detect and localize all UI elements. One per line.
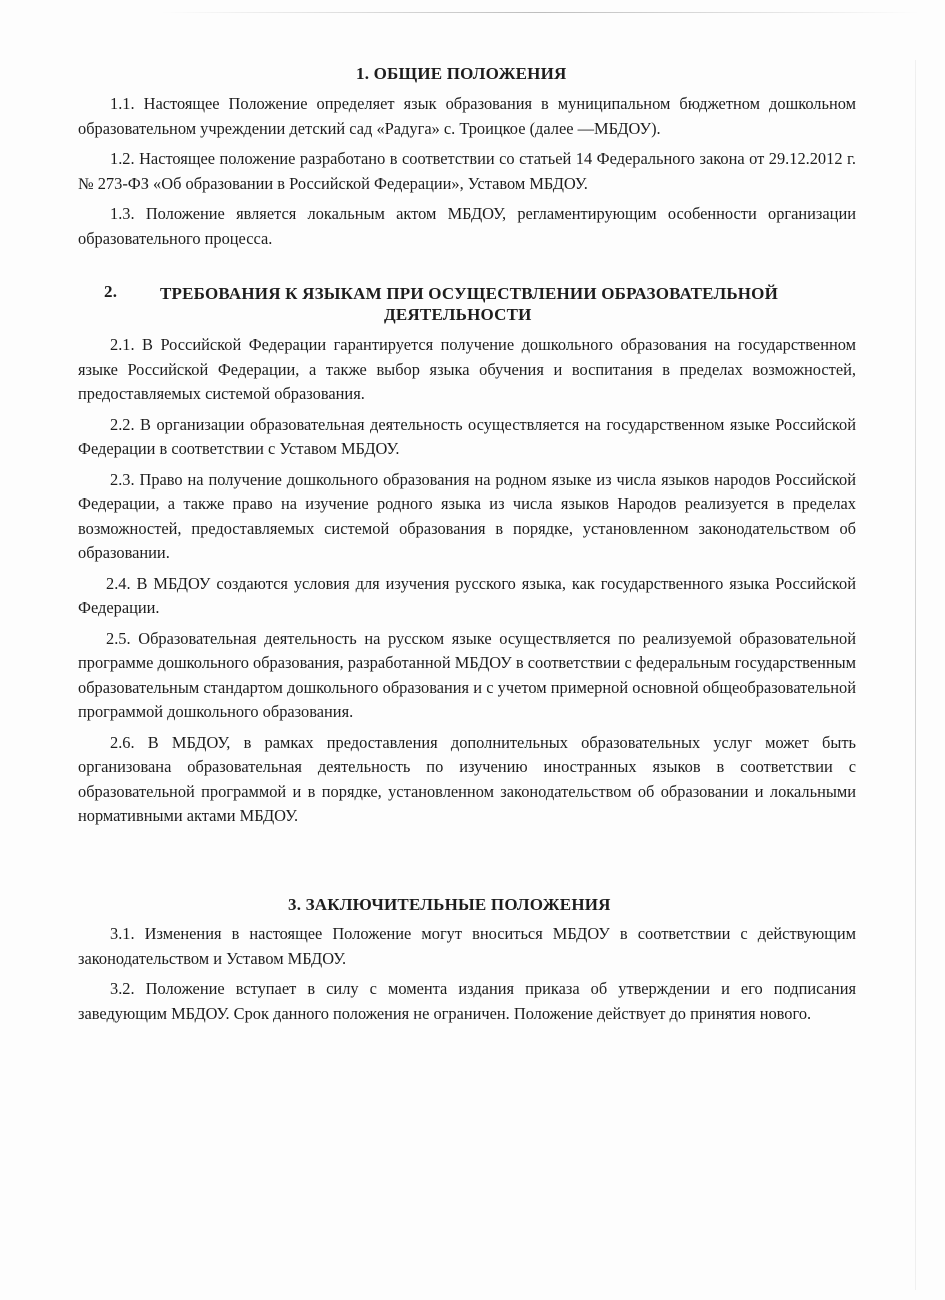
paragraph-2-4: 2.4. В МБДОУ создаются условия для изучения русского языка, как государственного языка Российской Федерации. [78,573,856,617]
paragraph-2-6: 2.6. В МБДОУ, в рамках предоставления дополнительных образовательных услуг может быть организована образовательная деятельность по изучению иностранных языков в соответствии с образовательной программой и в порядке, установленном законодательством об образовании и локальными нормативными актами МБДОУ. [78,732,856,825]
paragraph-1-2: 1.2. Настоящее положение разработано в соответствии со статьей 14 Федерального закона от 29.12.2012 г. № 273-ФЗ «Об образовании в Российской Федерации», Уставом МБДОУ. [78,149,856,193]
page-edge-right [915,60,916,1290]
section-1-body [78,92,856,251]
section-3-body [78,922,856,1026]
paragraph-3-1: 3.1. Изменения в настоящее Положение могут вноситься МБДОУ в соответствии с действующим законодательством и Уставом МБДОУ. [78,924,856,968]
paragraph-3-2: 3.2. Положение вступает в силу с момента издания приказа об утверждении и его подписания заведующим МБДОУ. Срок данного положения не ограничен. Положение действует до принятия нового. [78,979,856,1023]
section-1-heading: 1. ОБЩИЕ ПОЛОЖЕНИЯ [356,64,567,83]
section-2-heading-line1: ТРЕБОВАНИЯ К ЯЗЫКАМ ПРИ ОСУЩЕСТВЛЕНИИ ОБРАЗОВАТЕЛЬНОЙ [160,284,779,303]
section-2-body [78,333,856,829]
paragraph-2-3: 2.3. Право на получение дошкольного образования на родном языке из числа языков народов Российской Федерации, а также право на изучение родного языка из числа языков Народов реализуется в пределах возможностей, предоставляемых системой образования в порядке, установленном законодательством об образовании. [78,469,856,562]
paragraph-2-2: 2.2. В организации образовательная деятельность осуществляется на государственном языке Российской Федерации в соответствии с Уставом МБДОУ. [78,414,856,458]
section-2-number: 2. [104,282,118,301]
page-edge-top [160,12,920,13]
paragraph-2-5: 2.5. Образовательная деятельность на русском языке осуществляется по реализуемой образовательной программе дошкольного образования, разработанной МБДОУ в соответствии с федеральным государственным образовательным стандартом дошкольного образования и с учетом примерной основной общеобразовательной программой дошкольного образования. [78,628,856,721]
section-3-heading: 3. ЗАКЛЮЧИТЕЛЬНЫЕ ПОЛОЖЕНИЯ [288,895,611,914]
paragraph-2-1: 2.1. В Российской Федерации гарантируется получение дошкольного образования на государственном языке Российской Федерации, а также выбор языка обучения и воспитания в пределах возможностей, предоставляемых системой образования. [78,335,856,403]
paragraph-1-3: 1.3. Положение является локальным актом МБДОУ, регламентирующим особенности организации образовательного процесса. [78,204,856,248]
section-2-heading-line2: ДЕЯТЕЛЬНОСТИ [384,305,532,324]
paragraph-1-1: 1.1. Настоящее Положение определяет язык образования в муниципальном бюджетном дошкольном образовательном учреждении детский сад «Радуга» с. Троицкое (далее —МБДОУ). [78,94,856,138]
